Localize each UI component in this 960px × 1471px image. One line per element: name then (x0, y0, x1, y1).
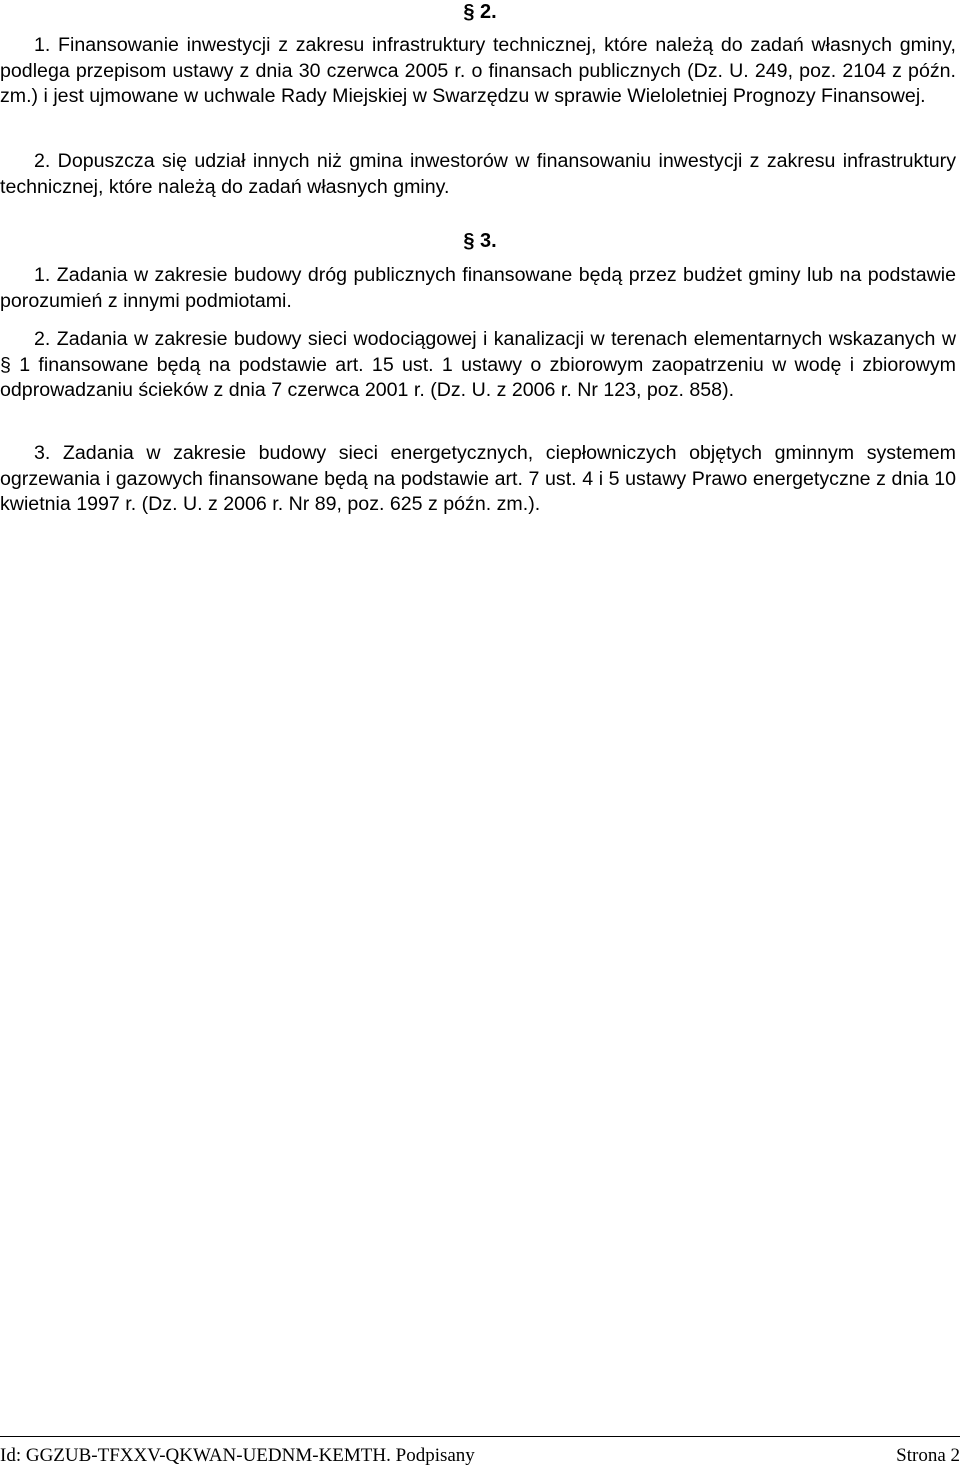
footer-divider (0, 1436, 960, 1437)
paragraph-3-1: 1. Zadania w zakresie budowy dróg publicznych finansowane będą przez budżet gminy lub na podstawie porozumień z innymi podmiotami. (0, 264, 956, 312)
section-heading-3: § 3. (463, 230, 497, 252)
section-heading-2: § 2. (463, 1, 497, 23)
paragraph-2-2: 2. Dopuszcza się udział innych niż gmina inwestorów w finansowaniu inwestycji z zakresu infrastruktury technicznej, które należą do zadań własnych gminy. (0, 150, 956, 198)
document-id: Id: GGZUB-TFXXV-QKWAN-UEDNM-KEMTH. Podpisany (0, 1445, 475, 1466)
page-number: Strona 2 (896, 1445, 960, 1466)
paragraph-3-2: 2. Zadania w zakresie budowy sieci wodociągowej i kanalizacji w terenach elementarnych wskazanych w § 1 finansowane będą na podstawie art. 15 ust. 1 ustawy o zbiorowym zaopatrzeniu w wodę i zbiorowym odprowadzaniu ścieków z dnia 7 czerwca 2001 r. (Dz. U. z 2006 r. Nr 123, poz. 858). (0, 328, 956, 402)
paragraph-3-3: 3. Zadania w zakresie budowy sieci energetycznych, ciepłowniczych objętych gminnym systemem ogrzewania i gazowych finansowane będą na podstawie art. 7 ust. 4 i 5 ustawy Prawo energetyczne z dnia 10 kwietnia 1997 r. (Dz. U. z 2006 r. Nr 89, poz. 625 z późn. zm.). (0, 442, 956, 516)
page-footer (0, 1444, 960, 1468)
paragraph-2-1: 1. Finansowanie inwestycji z zakresu infrastruktury technicznej, które należą do zadań własnych gminy, podlega przepisom ustawy z dnia 30 czerwca 2005 r. o finansach publicznych (Dz. U. 249, poz. 2104 z późn. zm.) i jest ujmowane w uchwale Rady Miejskiej w Swarzędzu w sprawie Wieloletniej Prognozy Finansowej. (0, 34, 956, 108)
